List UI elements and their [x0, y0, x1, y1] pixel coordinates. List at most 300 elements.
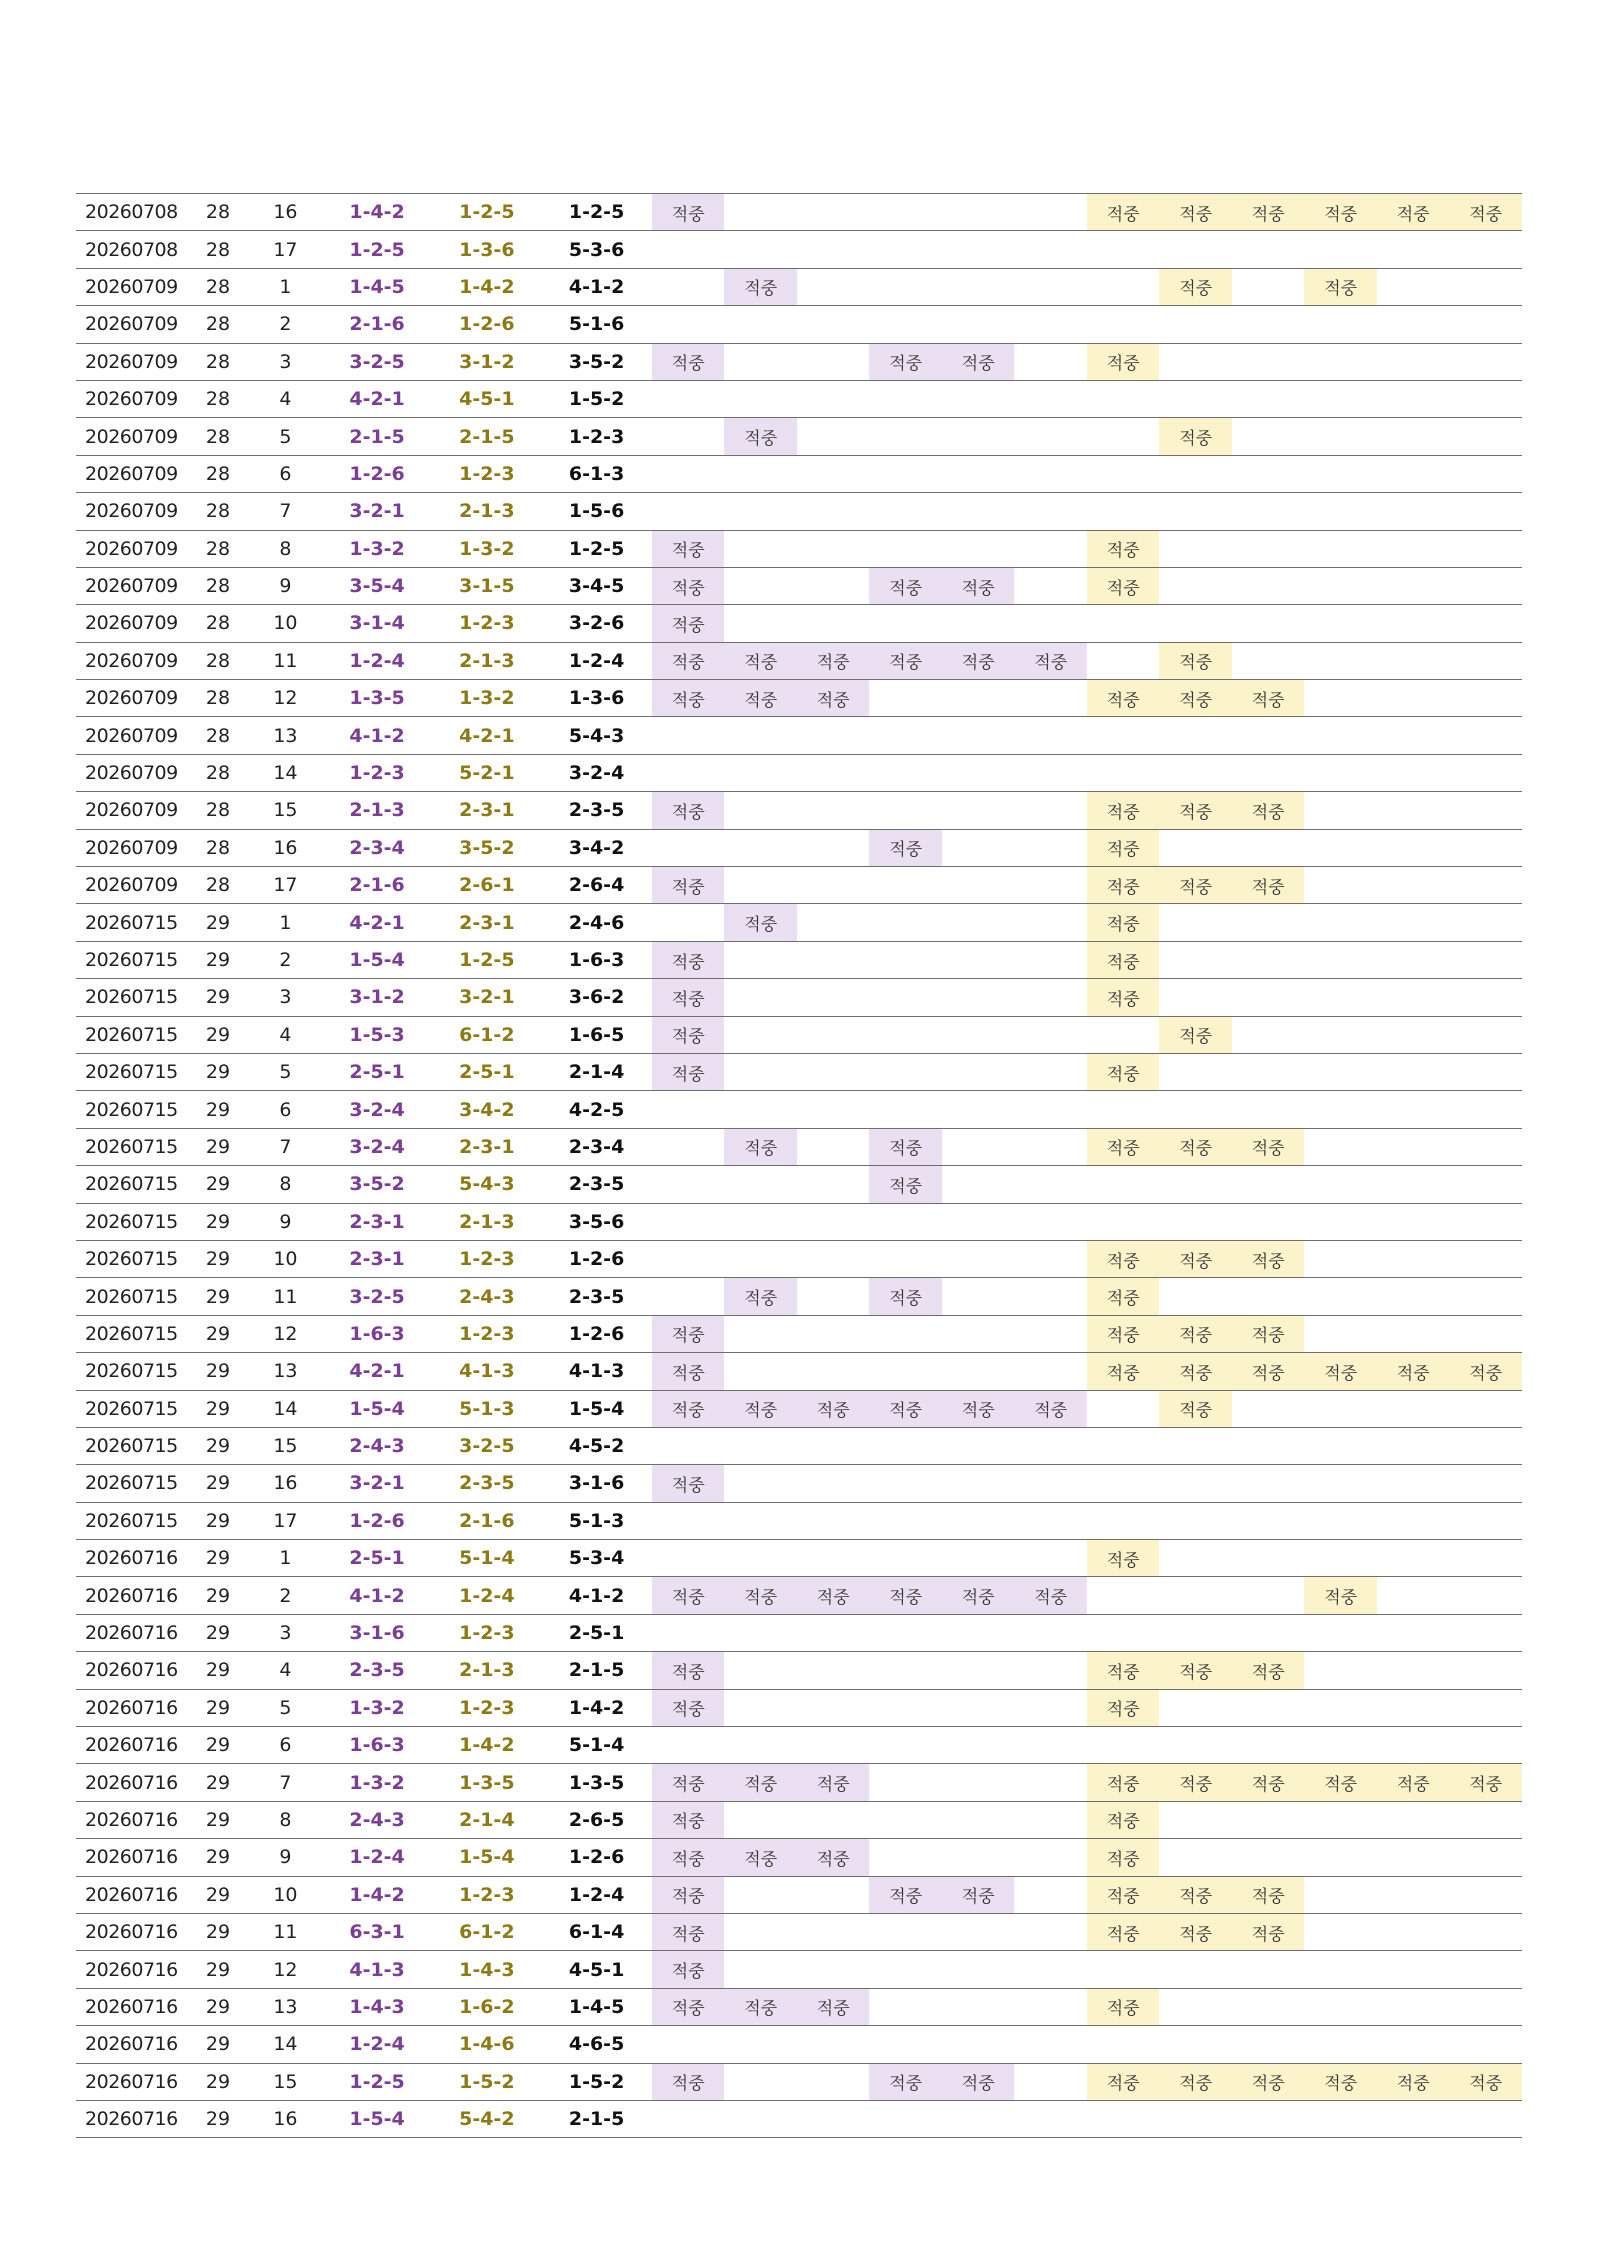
empty-cell — [1232, 829, 1305, 866]
empty-cell — [724, 2100, 797, 2137]
empty-cell — [724, 605, 797, 642]
prediction-2-cell: 2-3-1 — [432, 904, 541, 941]
empty-cell — [1159, 530, 1232, 567]
hit-mark: 적중 — [652, 605, 725, 642]
hit-mark: 적중 — [652, 1988, 725, 2025]
empty-cell — [1087, 717, 1160, 754]
hit-mark: 적중 — [1087, 1053, 1160, 1090]
hit-mark: 적중 — [1304, 2063, 1377, 2100]
result-cell: 1-5-6 — [541, 493, 652, 530]
empty-cell — [797, 1053, 870, 1090]
empty-cell — [652, 1203, 725, 1240]
week-cell: 29 — [187, 1913, 249, 1950]
week-cell: 29 — [187, 1166, 249, 1203]
week-cell: 28 — [187, 605, 249, 642]
date-cell: 20260716 — [76, 2026, 187, 2063]
race-cell: 11 — [249, 642, 322, 679]
empty-cell — [1304, 1203, 1377, 1240]
week-cell: 29 — [187, 2100, 249, 2137]
prediction-2-cell: 1-3-6 — [432, 231, 541, 268]
race-cell: 12 — [249, 680, 322, 717]
empty-cell — [1087, 1091, 1160, 1128]
table-row — [76, 380, 1522, 417]
empty-cell — [1449, 1913, 1522, 1950]
empty-cell — [1449, 343, 1522, 380]
empty-cell — [1014, 418, 1087, 455]
empty-cell — [1159, 567, 1232, 604]
table-row — [76, 1801, 1522, 1838]
empty-cell — [652, 2100, 725, 2137]
prediction-1-cell: 1-3-2 — [322, 1689, 433, 1726]
hit-mark: 적중 — [942, 343, 1015, 380]
race-cell: 6 — [249, 1091, 322, 1128]
empty-cell — [1232, 1166, 1305, 1203]
result-cell: 1-3-6 — [541, 680, 652, 717]
empty-cell — [1232, 1016, 1305, 1053]
empty-cell — [1304, 418, 1377, 455]
table-row — [76, 1465, 1522, 1502]
hit-mark: 적중 — [869, 343, 942, 380]
empty-cell — [652, 1128, 725, 1165]
week-cell: 29 — [187, 2063, 249, 2100]
empty-cell — [1232, 380, 1305, 417]
empty-cell — [724, 2026, 797, 2063]
empty-cell — [1087, 1016, 1160, 1053]
week-cell: 29 — [187, 2026, 249, 2063]
result-cell: 3-4-5 — [541, 567, 652, 604]
empty-cell — [1449, 1166, 1522, 1203]
prediction-1-cell: 2-3-5 — [322, 1652, 433, 1689]
race-cell: 16 — [249, 2100, 322, 2137]
date-cell: 20260709 — [76, 268, 187, 305]
hit-mark: 적중 — [942, 567, 1015, 604]
prediction-2-cell: 3-4-2 — [432, 1091, 541, 1128]
empty-cell — [797, 904, 870, 941]
empty-cell — [797, 1913, 870, 1950]
empty-cell — [652, 1727, 725, 1764]
result-cell: 3-1-6 — [541, 1465, 652, 1502]
empty-cell — [1377, 1689, 1450, 1726]
table-row — [76, 1390, 1522, 1427]
empty-cell — [1159, 343, 1232, 380]
empty-cell — [1449, 1502, 1522, 1539]
prediction-1-cell: 1-3-2 — [322, 530, 433, 567]
prediction-2-cell: 2-5-1 — [432, 1053, 541, 1090]
empty-cell — [942, 829, 1015, 866]
empty-cell — [1014, 904, 1087, 941]
empty-cell — [1014, 1913, 1087, 1950]
empty-cell — [1304, 567, 1377, 604]
empty-cell — [1304, 1240, 1377, 1277]
date-cell: 20260715 — [76, 1427, 187, 1464]
hit-mark: 적중 — [652, 1839, 725, 1876]
hit-mark: 적중 — [652, 530, 725, 567]
empty-cell — [1232, 1689, 1305, 1726]
hit-mark: 적중 — [797, 1577, 870, 1614]
empty-cell — [1232, 605, 1305, 642]
prediction-2-cell: 1-2-6 — [432, 306, 541, 343]
empty-cell — [797, 1278, 870, 1315]
hit-mark: 적중 — [652, 1353, 725, 1390]
hit-mark: 적중 — [1304, 1577, 1377, 1614]
empty-cell — [797, 867, 870, 904]
hit-mark: 적중 — [724, 642, 797, 679]
empty-cell — [1159, 1988, 1232, 2025]
empty-cell — [1449, 567, 1522, 604]
race-cell: 6 — [249, 1727, 322, 1764]
empty-cell — [1377, 1465, 1450, 1502]
empty-cell — [1014, 1540, 1087, 1577]
empty-cell — [724, 1353, 797, 1390]
hit-mark: 적중 — [1159, 1016, 1232, 1053]
empty-cell — [1014, 231, 1087, 268]
empty-cell — [1014, 567, 1087, 604]
empty-cell — [1159, 1203, 1232, 1240]
empty-cell — [1377, 231, 1450, 268]
empty-cell — [1159, 2100, 1232, 2137]
empty-cell — [797, 717, 870, 754]
date-cell: 20260716 — [76, 1689, 187, 1726]
empty-cell — [1449, 2100, 1522, 2137]
empty-cell — [1087, 1203, 1160, 1240]
empty-cell — [1014, 1764, 1087, 1801]
hit-mark: 적중 — [1304, 1353, 1377, 1390]
empty-cell — [1159, 2026, 1232, 2063]
hit-mark: 적중 — [652, 979, 725, 1016]
empty-cell — [1014, 380, 1087, 417]
hit-mark: 적중 — [1449, 2063, 1522, 2100]
empty-cell — [724, 343, 797, 380]
empty-cell — [797, 1502, 870, 1539]
week-cell: 29 — [187, 1689, 249, 1726]
empty-cell — [724, 1465, 797, 1502]
empty-cell — [1232, 717, 1305, 754]
hit-mark: 적중 — [942, 1876, 1015, 1913]
empty-cell — [1232, 1053, 1305, 1090]
empty-cell — [1159, 306, 1232, 343]
hit-mark: 적중 — [1232, 1764, 1305, 1801]
empty-cell — [942, 1203, 1015, 1240]
results-table — [76, 193, 1522, 2138]
empty-cell — [942, 1689, 1015, 1726]
empty-cell — [869, 1951, 942, 1988]
empty-cell — [724, 867, 797, 904]
empty-cell — [869, 530, 942, 567]
empty-cell — [1014, 1614, 1087, 1651]
empty-cell — [1159, 979, 1232, 1016]
empty-cell — [724, 530, 797, 567]
empty-cell — [942, 979, 1015, 1016]
prediction-1-cell: 1-5-3 — [322, 1016, 433, 1053]
date-cell: 20260715 — [76, 1016, 187, 1053]
empty-cell — [724, 1652, 797, 1689]
prediction-1-cell: 6-3-1 — [322, 1913, 433, 1950]
empty-cell — [1377, 1390, 1450, 1427]
date-cell: 20260709 — [76, 306, 187, 343]
empty-cell — [1304, 1427, 1377, 1464]
week-cell: 28 — [187, 493, 249, 530]
empty-cell — [869, 680, 942, 717]
empty-cell — [1449, 829, 1522, 866]
week-cell: 29 — [187, 1502, 249, 1539]
hit-mark: 적중 — [724, 1577, 797, 1614]
date-cell: 20260715 — [76, 1203, 187, 1240]
race-cell: 14 — [249, 2026, 322, 2063]
prediction-1-cell: 1-5-4 — [322, 941, 433, 978]
empty-cell — [1232, 306, 1305, 343]
hit-mark: 적중 — [1087, 1353, 1160, 1390]
prediction-1-cell: 3-1-4 — [322, 605, 433, 642]
empty-cell — [869, 306, 942, 343]
table-row — [76, 1689, 1522, 1726]
hit-mark: 적중 — [1232, 1876, 1305, 1913]
table-row — [76, 2026, 1522, 2063]
empty-cell — [869, 1427, 942, 1464]
empty-cell — [1014, 1427, 1087, 1464]
empty-cell — [942, 1166, 1015, 1203]
empty-cell — [1449, 754, 1522, 791]
empty-cell — [1159, 493, 1232, 530]
empty-cell — [1087, 642, 1160, 679]
empty-cell — [1377, 1727, 1450, 1764]
empty-cell — [1232, 1988, 1305, 2025]
empty-cell — [1449, 605, 1522, 642]
hit-mark: 적중 — [797, 1988, 870, 2025]
empty-cell — [942, 1128, 1015, 1165]
prediction-1-cell: 2-4-3 — [322, 1427, 433, 1464]
empty-cell — [652, 1091, 725, 1128]
empty-cell — [797, 380, 870, 417]
empty-cell — [1449, 1128, 1522, 1165]
empty-cell — [1377, 530, 1450, 567]
prediction-1-cell: 1-2-6 — [322, 455, 433, 492]
week-cell: 29 — [187, 1016, 249, 1053]
week-cell: 29 — [187, 1053, 249, 1090]
empty-cell — [942, 754, 1015, 791]
hit-mark: 적중 — [724, 1390, 797, 1427]
date-cell: 20260716 — [76, 1727, 187, 1764]
prediction-1-cell: 1-3-2 — [322, 1764, 433, 1801]
prediction-1-cell: 4-2-1 — [322, 904, 433, 941]
prediction-2-cell: 3-2-1 — [432, 979, 541, 1016]
race-cell: 9 — [249, 1839, 322, 1876]
empty-cell — [797, 1951, 870, 1988]
hit-mark: 적중 — [1087, 1801, 1160, 1838]
empty-cell — [1232, 1091, 1305, 1128]
empty-cell — [1232, 1502, 1305, 1539]
result-cell: 6-1-4 — [541, 1913, 652, 1950]
result-cell: 3-2-6 — [541, 605, 652, 642]
empty-cell — [1377, 1801, 1450, 1838]
empty-cell — [1449, 1016, 1522, 1053]
empty-cell — [1449, 1315, 1522, 1352]
result-cell: 2-3-4 — [541, 1128, 652, 1165]
empty-cell — [652, 268, 725, 305]
empty-cell — [1087, 1465, 1160, 1502]
date-cell: 20260709 — [76, 754, 187, 791]
empty-cell — [652, 904, 725, 941]
prediction-1-cell: 1-4-3 — [322, 1988, 433, 2025]
empty-cell — [869, 2100, 942, 2137]
empty-cell — [942, 1427, 1015, 1464]
prediction-1-cell: 2-4-3 — [322, 1801, 433, 1838]
race-cell: 10 — [249, 1876, 322, 1913]
empty-cell — [1232, 343, 1305, 380]
week-cell: 29 — [187, 1315, 249, 1352]
empty-cell — [1159, 1577, 1232, 1614]
table-row — [76, 605, 1522, 642]
table-row — [76, 1540, 1522, 1577]
empty-cell — [1014, 605, 1087, 642]
hit-mark: 적중 — [1449, 1353, 1522, 1390]
race-cell: 10 — [249, 605, 322, 642]
empty-cell — [724, 1951, 797, 1988]
race-cell: 12 — [249, 1951, 322, 1988]
prediction-1-cell: 1-2-5 — [322, 231, 433, 268]
empty-cell — [1449, 1203, 1522, 1240]
prediction-1-cell: 2-1-3 — [322, 792, 433, 829]
week-cell: 28 — [187, 567, 249, 604]
empty-cell — [1304, 1016, 1377, 1053]
empty-cell — [942, 455, 1015, 492]
empty-cell — [869, 867, 942, 904]
result-cell: 2-3-5 — [541, 1166, 652, 1203]
prediction-2-cell: 1-2-5 — [432, 941, 541, 978]
empty-cell — [1449, 268, 1522, 305]
empty-cell — [797, 1240, 870, 1277]
race-cell: 16 — [249, 1465, 322, 1502]
result-cell: 1-3-5 — [541, 1764, 652, 1801]
empty-cell — [942, 1502, 1015, 1539]
prediction-1-cell: 3-2-5 — [322, 343, 433, 380]
prediction-2-cell: 4-2-1 — [432, 717, 541, 754]
race-cell: 15 — [249, 1427, 322, 1464]
table-row — [76, 268, 1522, 305]
date-cell: 20260715 — [76, 1240, 187, 1277]
prediction-1-cell: 4-2-1 — [322, 1353, 433, 1390]
date-cell: 20260715 — [76, 904, 187, 941]
week-cell: 29 — [187, 1540, 249, 1577]
race-cell: 9 — [249, 1203, 322, 1240]
empty-cell — [942, 792, 1015, 829]
empty-cell — [942, 1540, 1015, 1577]
empty-cell — [1159, 1689, 1232, 1726]
result-cell: 1-6-3 — [541, 941, 652, 978]
empty-cell — [1377, 680, 1450, 717]
prediction-1-cell: 2-3-4 — [322, 829, 433, 866]
empty-cell — [797, 1689, 870, 1726]
empty-cell — [1159, 1801, 1232, 1838]
week-cell: 29 — [187, 1128, 249, 1165]
empty-cell — [1377, 792, 1450, 829]
hit-mark: 적중 — [724, 1764, 797, 1801]
empty-cell — [1014, 829, 1087, 866]
race-cell: 16 — [249, 194, 322, 231]
table-row — [76, 1016, 1522, 1053]
empty-cell — [869, 231, 942, 268]
empty-cell — [869, 941, 942, 978]
empty-cell — [724, 754, 797, 791]
result-cell: 5-1-4 — [541, 1727, 652, 1764]
empty-cell — [1087, 1390, 1160, 1427]
hit-mark: 적중 — [1087, 1652, 1160, 1689]
table-row — [76, 1053, 1522, 1090]
empty-cell — [1014, 2100, 1087, 2137]
hit-mark: 적중 — [869, 2063, 942, 2100]
empty-cell — [1159, 380, 1232, 417]
empty-cell — [1087, 2026, 1160, 2063]
empty-cell — [869, 194, 942, 231]
empty-cell — [1449, 1727, 1522, 1764]
empty-cell — [1159, 1166, 1232, 1203]
empty-cell — [1304, 530, 1377, 567]
empty-cell — [1014, 1951, 1087, 1988]
empty-cell — [1377, 1988, 1450, 2025]
empty-cell — [1232, 268, 1305, 305]
result-cell: 1-5-2 — [541, 2063, 652, 2100]
empty-cell — [797, 754, 870, 791]
empty-cell — [869, 1913, 942, 1950]
empty-cell — [1304, 306, 1377, 343]
empty-cell — [1304, 1913, 1377, 1950]
empty-cell — [1014, 1353, 1087, 1390]
empty-cell — [1377, 1427, 1450, 1464]
hit-mark: 적중 — [869, 1876, 942, 1913]
result-cell: 2-5-1 — [541, 1614, 652, 1651]
empty-cell — [1377, 1913, 1450, 1950]
empty-cell — [942, 1727, 1015, 1764]
empty-cell — [797, 418, 870, 455]
prediction-1-cell: 2-1-5 — [322, 418, 433, 455]
race-cell: 1 — [249, 268, 322, 305]
empty-cell — [724, 380, 797, 417]
empty-cell — [1449, 1951, 1522, 1988]
prediction-2-cell: 1-2-3 — [432, 1240, 541, 1277]
result-cell: 4-5-1 — [541, 1951, 652, 1988]
table-row — [76, 343, 1522, 380]
week-cell: 28 — [187, 829, 249, 866]
empty-cell — [1377, 1577, 1450, 1614]
empty-cell — [1014, 1166, 1087, 1203]
date-cell: 20260709 — [76, 680, 187, 717]
prediction-2-cell: 2-6-1 — [432, 867, 541, 904]
empty-cell — [1159, 1614, 1232, 1651]
prediction-2-cell: 1-4-2 — [432, 1727, 541, 1764]
empty-cell — [1304, 1128, 1377, 1165]
prediction-2-cell: 1-6-2 — [432, 1988, 541, 2025]
result-cell: 1-2-6 — [541, 1839, 652, 1876]
date-cell: 20260716 — [76, 1764, 187, 1801]
empty-cell — [1449, 380, 1522, 417]
empty-cell — [942, 418, 1015, 455]
empty-cell — [1014, 1091, 1087, 1128]
empty-cell — [724, 1614, 797, 1651]
hit-mark: 적중 — [1087, 904, 1160, 941]
table-row — [76, 1353, 1522, 1390]
hit-mark: 적중 — [1159, 194, 1232, 231]
prediction-2-cell: 1-2-5 — [432, 194, 541, 231]
hit-mark: 적중 — [1087, 979, 1160, 1016]
table-row — [76, 1128, 1522, 1165]
week-cell: 29 — [187, 1801, 249, 1838]
hit-mark: 적중 — [1087, 1839, 1160, 1876]
week-cell: 29 — [187, 1652, 249, 1689]
empty-cell — [1304, 1614, 1377, 1651]
table-row — [76, 717, 1522, 754]
results-table-body — [76, 194, 1522, 2138]
hit-mark: 적중 — [1087, 1689, 1160, 1726]
empty-cell — [1377, 380, 1450, 417]
